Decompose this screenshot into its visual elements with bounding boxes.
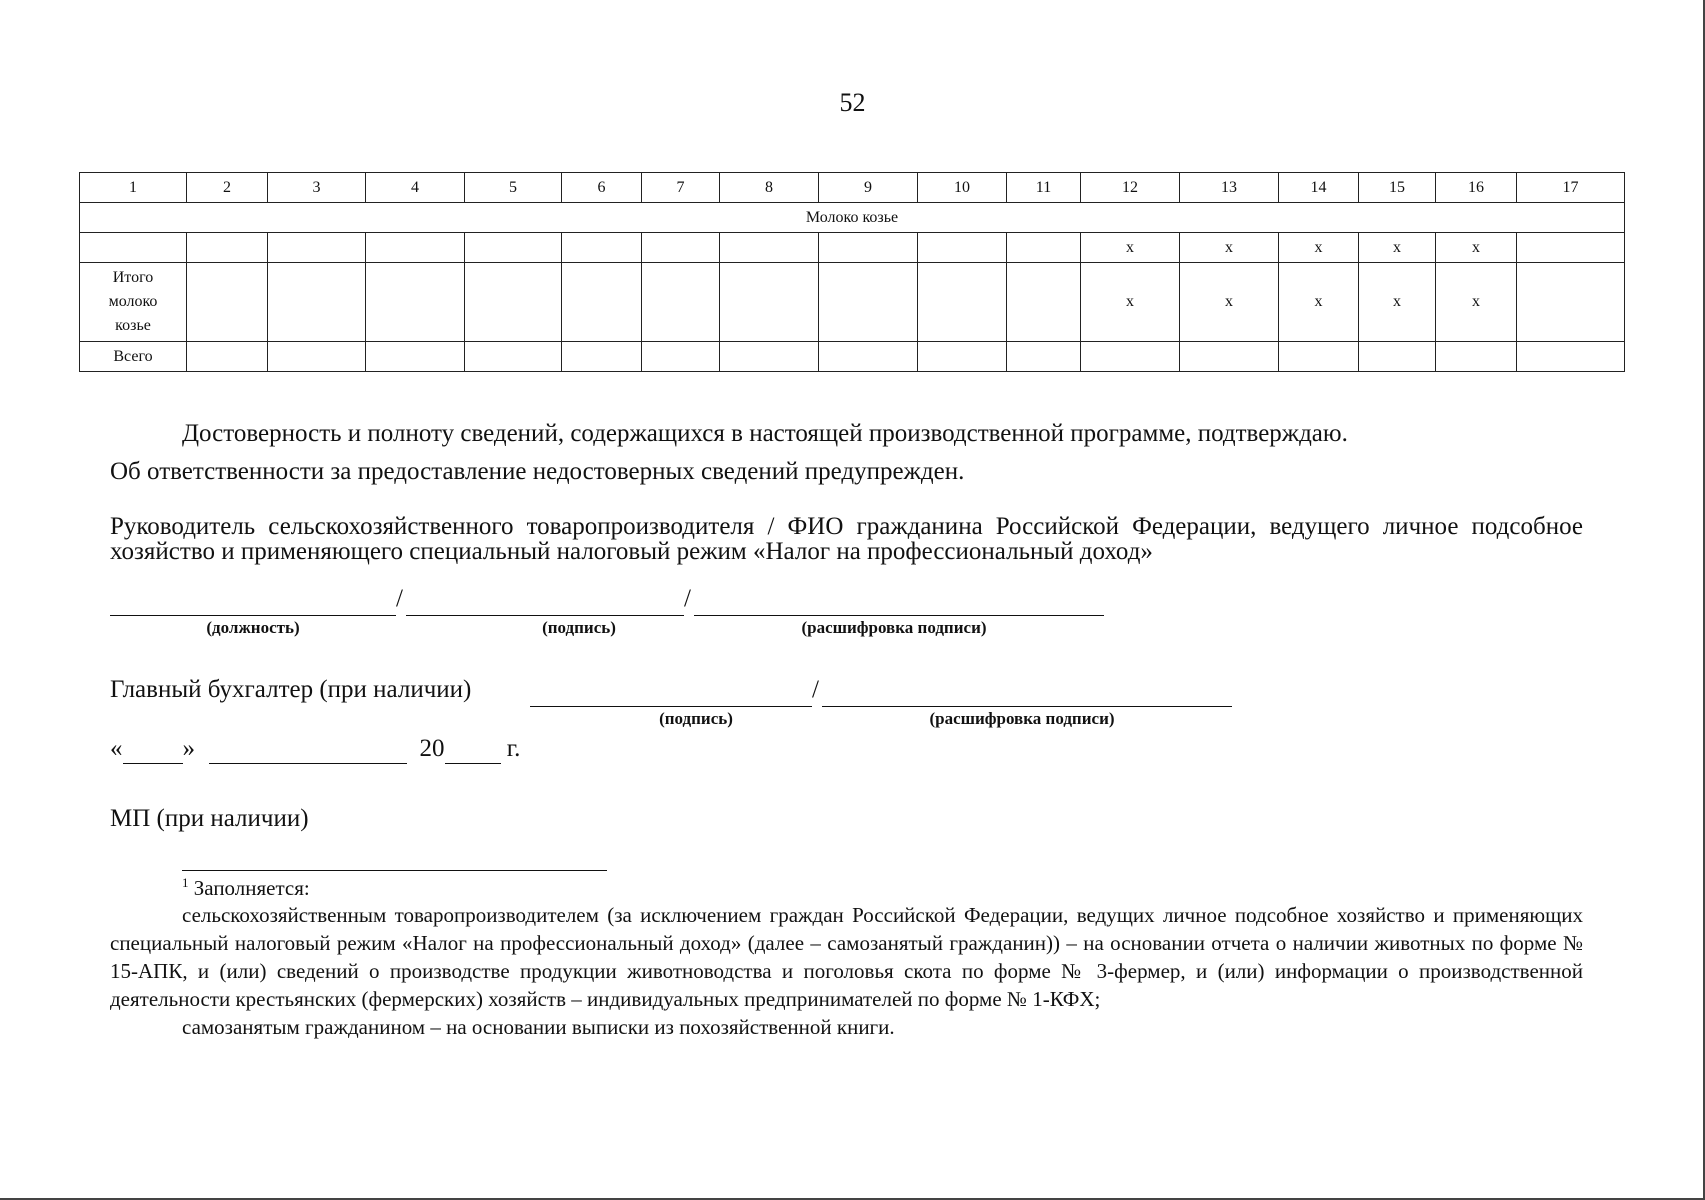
separator-slash: / xyxy=(684,585,691,612)
footnote-paragraph: самозанятым гражданином – на основании выписки из похозяйственной книги. xyxy=(182,1015,895,1039)
grand-total-row xyxy=(80,342,1625,372)
section-title: Молоко козье xyxy=(80,203,1625,233)
column-header: 14 xyxy=(1279,173,1359,203)
position-caption: (должность) xyxy=(206,618,300,637)
table-cell xyxy=(465,342,562,372)
column-number-row xyxy=(80,173,1625,203)
table-cell xyxy=(1517,263,1625,342)
total-label-line: молоко xyxy=(108,293,158,310)
confirmation-line-2: Об ответственности за предоставление недостоверных сведений предупрежден. xyxy=(110,458,965,485)
year-field[interactable] xyxy=(445,735,501,764)
year-prefix: 20 xyxy=(419,735,445,762)
table-cell xyxy=(187,263,268,342)
date-open-quote: « xyxy=(110,735,123,762)
confirmation-line-1: Достоверность и полноту сведений, содержащихся в настоящей производственной программе, подтверждаю. xyxy=(182,420,1348,447)
column-header: 9 xyxy=(819,173,918,203)
table-cell xyxy=(1279,342,1359,372)
decode-caption: (расшифровка подписи) xyxy=(801,618,987,637)
table-cell xyxy=(366,233,465,263)
table-cell xyxy=(465,233,562,263)
separator-slash: / xyxy=(396,585,403,612)
footnote-paragraph: сельскохозяйственным товаропроизводителем (за исключением граждан Российской Федерации, ведущих личное подсобное хозяйство и применяющих специальный налоговый режим «Налог на профессиональный доход» (далее – самозанятый гражданин)) – на основании отчета о наличии животных по форме № 15-АПК, и (или) сведений о производстве продукции животноводства и поголовья скота по форме № 3-фермер, и (или) информации о производственной деятельности крестьянских (фермерских) хозяйств – индивидуальных предпринимателей по форме № 1-КФХ; xyxy=(110,903,1583,1011)
column-header: 1 xyxy=(80,173,187,203)
table-cell xyxy=(562,233,642,263)
production-table xyxy=(79,172,1625,372)
total-row-label xyxy=(80,263,187,342)
chief-accountant-label: Главный бухгалтер (при наличии) xyxy=(110,676,472,703)
x-mark-cell: x xyxy=(1359,233,1436,263)
separator-slash: / xyxy=(812,676,819,703)
table-cell xyxy=(1007,342,1081,372)
footnote-body xyxy=(110,901,1583,1041)
table-cell xyxy=(366,342,465,372)
table-cell xyxy=(562,342,642,372)
signature-field[interactable] xyxy=(406,615,684,616)
column-header: 10 xyxy=(918,173,1007,203)
column-header: 13 xyxy=(1180,173,1279,203)
footnote-separator xyxy=(182,870,607,871)
column-header: 11 xyxy=(1007,173,1081,203)
column-header: 4 xyxy=(366,173,465,203)
stamp-label: МП (при наличии) xyxy=(110,805,309,832)
table-cell xyxy=(720,263,819,342)
column-header: 12 xyxy=(1081,173,1180,203)
table-cell xyxy=(918,342,1007,372)
signature-decode-field[interactable] xyxy=(694,615,1104,616)
column-header: 3 xyxy=(268,173,366,203)
chief-signature-caption: (подпись) xyxy=(659,709,733,728)
column-header: 16 xyxy=(1436,173,1517,203)
table-row xyxy=(80,233,1625,263)
table-cell xyxy=(187,342,268,372)
section-row xyxy=(80,203,1625,233)
table-cell xyxy=(720,342,819,372)
table-cell xyxy=(918,233,1007,263)
table-cell xyxy=(1007,233,1081,263)
year-suffix: г. xyxy=(506,735,521,762)
total-row xyxy=(80,263,1625,342)
table-cell xyxy=(465,263,562,342)
table-cell xyxy=(1517,233,1625,263)
table-cell xyxy=(268,233,366,263)
column-header: 8 xyxy=(720,173,819,203)
x-mark-cell: x xyxy=(1081,263,1180,342)
table-cell xyxy=(562,263,642,342)
x-mark-cell: x xyxy=(1436,233,1517,263)
chief-decode-caption: (расшифровка подписи) xyxy=(929,709,1115,728)
total-label-line: козье xyxy=(115,317,151,334)
x-mark-cell: x xyxy=(1180,263,1279,342)
x-mark-cell: x xyxy=(1436,263,1517,342)
table-cell xyxy=(268,342,366,372)
grand-total-label: Всего xyxy=(80,342,187,372)
chief-signature-decode-field[interactable] xyxy=(822,706,1232,707)
table-cell xyxy=(80,233,187,263)
table-cell xyxy=(187,233,268,263)
table-cell xyxy=(642,263,720,342)
table-cell xyxy=(1436,342,1517,372)
x-mark-cell: x xyxy=(1359,263,1436,342)
x-mark-cell: x xyxy=(1180,233,1279,263)
date-close-quote: » xyxy=(182,735,195,762)
table-cell xyxy=(1081,342,1180,372)
table-cell xyxy=(268,263,366,342)
column-header: 17 xyxy=(1517,173,1625,203)
column-header: 5 xyxy=(465,173,562,203)
x-mark-cell: x xyxy=(1081,233,1180,263)
confirmation-statement xyxy=(110,415,1583,491)
signature-caption: (подпись) xyxy=(542,618,616,637)
column-header: 2 xyxy=(187,173,268,203)
column-header: 7 xyxy=(642,173,720,203)
column-header: 15 xyxy=(1359,173,1436,203)
total-label-line: Итого xyxy=(112,269,154,286)
position-field[interactable] xyxy=(110,615,396,616)
table-cell xyxy=(1180,342,1279,372)
table-cell xyxy=(918,263,1007,342)
table-cell xyxy=(819,233,918,263)
table-cell xyxy=(1359,342,1436,372)
table-cell xyxy=(720,233,819,263)
table-cell xyxy=(819,263,918,342)
footnote-title-text: Заполняется: xyxy=(193,876,310,900)
head-label: Руководитель сельскохозяйственного товаропроизводителя / ФИО гражданина Российской Федерации, ведущего личное подсобное хозяйство и применяющего специальный налоговый режим «Налог на профессиональный доход» xyxy=(110,513,1583,565)
footnote-title xyxy=(182,875,310,901)
x-mark-cell: x xyxy=(1279,263,1359,342)
table-cell xyxy=(366,263,465,342)
table-cell xyxy=(1517,342,1625,372)
footnote-marker: 1 xyxy=(182,875,189,890)
page-number: 52 xyxy=(839,88,866,117)
table-cell xyxy=(819,342,918,372)
column-header: 6 xyxy=(562,173,642,203)
day-field[interactable] xyxy=(123,735,183,764)
date-line xyxy=(110,735,520,764)
table-cell xyxy=(642,233,720,263)
table-cell xyxy=(642,342,720,372)
chief-signature-field[interactable] xyxy=(530,706,812,707)
table-cell xyxy=(1007,263,1081,342)
x-mark-cell: x xyxy=(1279,233,1359,263)
month-field[interactable] xyxy=(209,735,407,764)
